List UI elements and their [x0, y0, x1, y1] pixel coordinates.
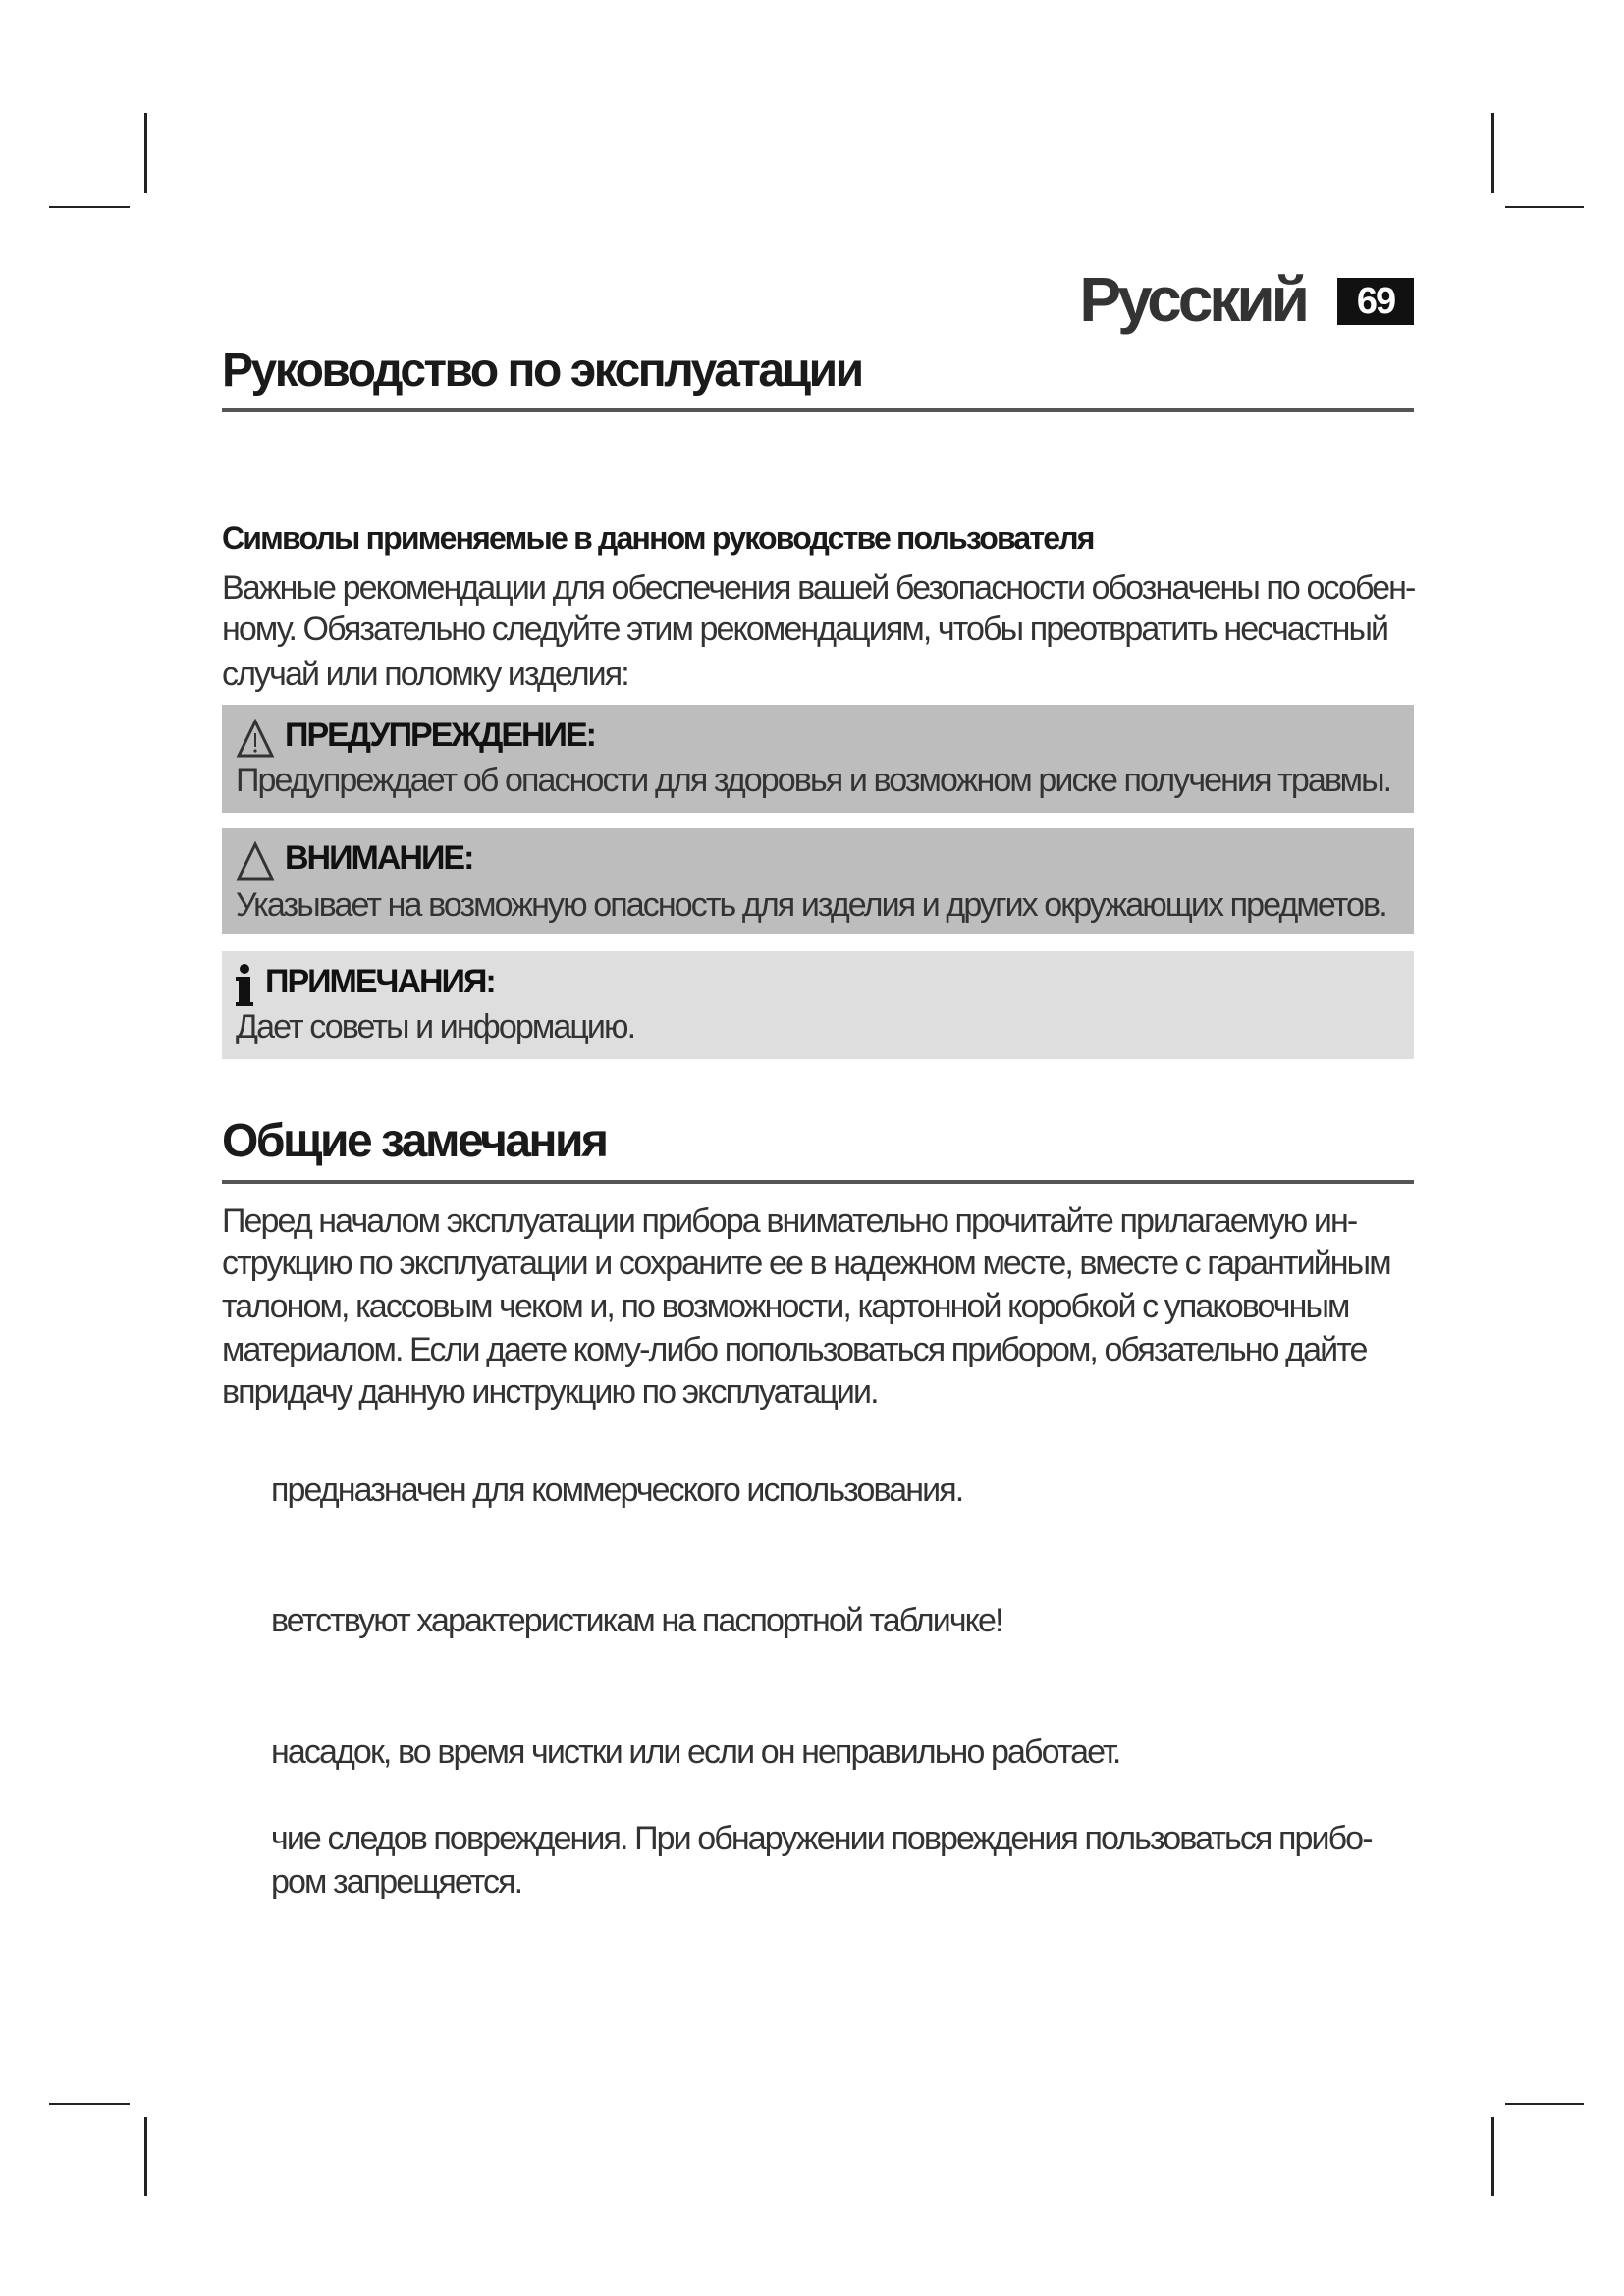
- intro-line: ному. Обязательно следуйте этим рекомендациям, чтобы преотвратить несчастный: [222, 611, 1388, 648]
- intro-line: случай или поломку изделия:: [222, 656, 628, 693]
- page-number: 69: [1337, 278, 1414, 325]
- notice-title: ВНИМАНИЕ:: [285, 839, 473, 877]
- crop-mark: [1505, 206, 1584, 208]
- notice-text: Дает советы и информацию.: [236, 1008, 635, 1045]
- notice-text: Предупреждает об опасности для здоровья и возможном риске получения травмы.: [236, 762, 1391, 799]
- title-rule: [222, 1180, 1414, 1184]
- notice-title: ПРЕДУПРЕЖДЕНИЕ:: [285, 717, 595, 754]
- intro-line: Важные рекомендации для обеспечения вашей безопасности обозначены по особен-: [222, 569, 1415, 607]
- fragment-line: ветствуют характеристикам на паспортной табличке!: [271, 1602, 1002, 1639]
- crop-mark: [144, 113, 147, 193]
- title-rule: [222, 408, 1414, 412]
- body-line: материалом. Если даете кому-либо попользоваться прибором, обязательно дайте: [222, 1331, 1367, 1368]
- crop-mark: [1505, 2103, 1584, 2105]
- section-title: Руководство по эксплуатации: [222, 345, 862, 397]
- body-line: впридачу данную инструкцию по эксплуатации.: [222, 1373, 878, 1411]
- crop-mark: [1491, 2117, 1494, 2196]
- general-notes-title: Общие замечания: [222, 1115, 607, 1167]
- fragment-line: предназначен для коммерческого использования.: [271, 1471, 963, 1509]
- fragment-line: насадок, во время чистки или если он неправильно работает.: [271, 1734, 1120, 1771]
- crop-mark: [144, 2117, 147, 2196]
- body-line: струкцию по эксплуатации и сохраните ее в надежном месте, вместе с гарантийным: [222, 1245, 1390, 1282]
- info-icon: [234, 963, 255, 1013]
- subsection-title: Символы применяемые в данном руководстве пользователя: [222, 520, 1094, 556]
- body-line: Перед началом эксплуатации прибора внимательно прочитайте прилагаемую ин-: [222, 1202, 1357, 1240]
- language-label: Русский: [1079, 264, 1306, 335]
- fragment-line: чие следов повреждения. При обнаружении повреждения пользоваться прибо-: [271, 1820, 1372, 1857]
- crop-mark: [49, 2103, 130, 2105]
- notice-text: Указывает на возможную опасность для изделия и других окружающих предметов.: [236, 886, 1386, 924]
- warning-triangle-icon: [236, 719, 275, 765]
- fragment-line: ром запрещяется.: [271, 1863, 522, 1900]
- body-line: талоном, кассовым чеком и, по возможности, картонной коробкой с упаковочным: [222, 1288, 1349, 1325]
- crop-mark: [49, 206, 130, 208]
- caution-notice: [222, 828, 1414, 934]
- note-notice: [222, 951, 1414, 1059]
- caution-triangle-icon: [236, 841, 275, 887]
- crop-mark: [1491, 113, 1494, 193]
- warning-notice: [222, 705, 1414, 813]
- notice-title: ПРИМЕЧАНИЯ:: [265, 963, 495, 1000]
